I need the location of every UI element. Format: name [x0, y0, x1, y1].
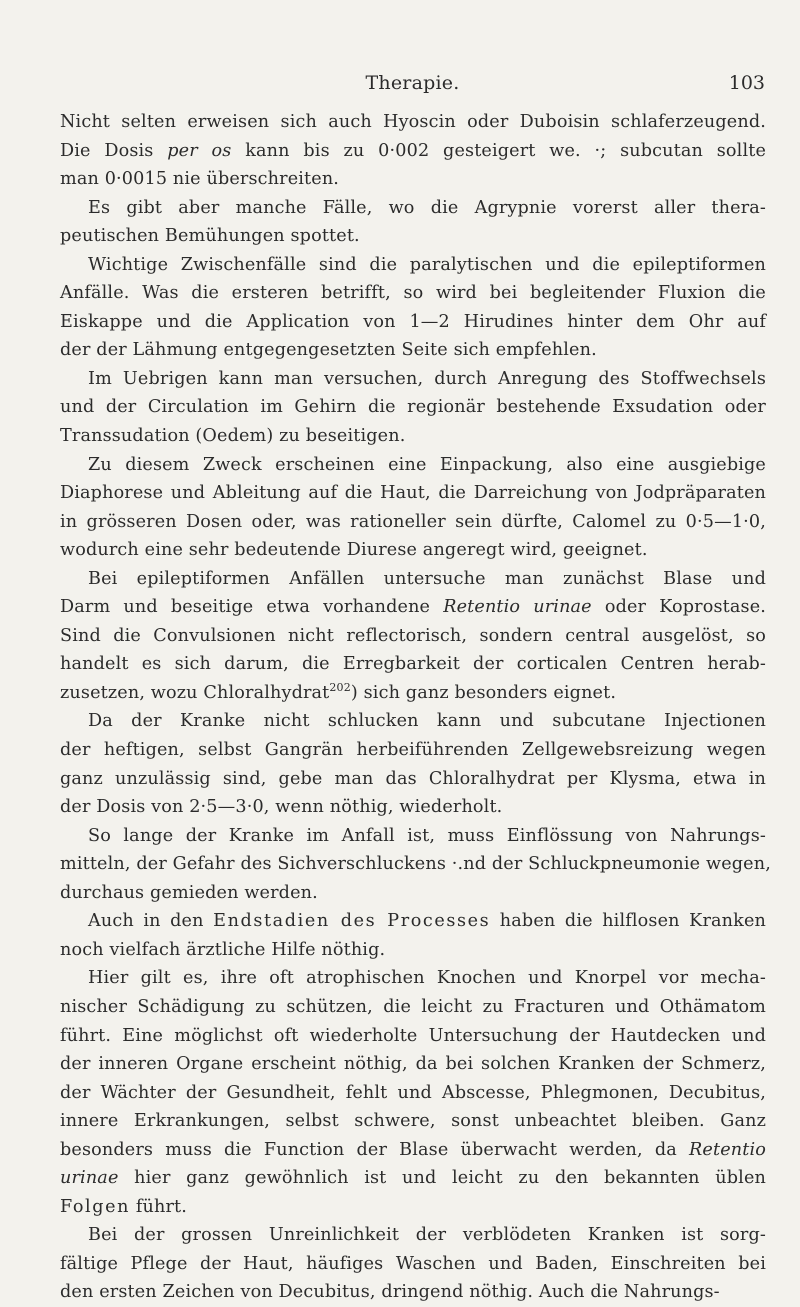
- text-segment: den ersten Zeichen von Decubitus, dringend nöthig. Auch die Nahrungs-: [60, 1282, 720, 1303]
- text-segment: der heftigen, selbst Gangrän herbeiführenden Zellgewebsreizung wegen: [60, 740, 766, 761]
- text-segment: in grösseren Dosen oder, was rationeller sein dürfte, Calomel zu 0·5—1·0,: [60, 511, 766, 532]
- running-title: Therapie.: [365, 72, 460, 94]
- text-segment: innere Erkrankungen, selbst schwere, sonst unbeachtet bleiben. Ganz: [60, 1111, 766, 1132]
- text-segment: Auch in den: [88, 911, 214, 932]
- italic-term: per os: [167, 140, 232, 161]
- text-segment: nischer Schädigung zu schützen, die leicht zu Fracturen und Othämatom: [60, 996, 766, 1017]
- text-segment: hier ganz gewöhnlich ist und leicht zu den bekannten üblen: [118, 1168, 766, 1189]
- text-segment: Anfälle. Was die ersteren betrifft, so wird bei begleitender Fluxion die: [60, 283, 766, 304]
- text-line: [60, 279, 766, 308]
- text-line: [60, 1022, 766, 1051]
- body-text: [60, 108, 771, 1307]
- text-segment: führt.: [130, 1196, 187, 1217]
- text-segment: führt. Eine möglichst oft wiederholte Untersuchung der Hautdecken und: [60, 1025, 766, 1046]
- text-segment: zusetzen, wozu Chloralhydrat: [60, 682, 330, 703]
- text-line: [60, 1136, 766, 1165]
- text-segment: Sind die Convulsionen nicht reflectorisch, sondern central ausgelöst, so: [60, 625, 766, 646]
- text-line: [60, 907, 766, 936]
- text-segment: der inneren Organe erscheint nöthig, da bei solchen Kranken der Schmerz,: [60, 1054, 766, 1075]
- text-segment: Da der Kranke nicht schlucken kann und subcutane Injectionen: [88, 711, 766, 732]
- text-line: [60, 308, 766, 337]
- text-segment: Es gibt aber manche Fälle, wo die Agrypnie vorerst aller thera-: [88, 197, 766, 218]
- text-line: [60, 679, 766, 708]
- italic-term: Retentio urinae: [443, 597, 592, 618]
- text-segment: besonders muss die Function der Blase überwacht werden, da: [60, 1139, 690, 1160]
- text-segment: Wichtige Zwischenfälle sind die paralytischen und die epileptiformen: [88, 254, 766, 275]
- text-line: [60, 1079, 766, 1108]
- text-segment: der Dosis von 2·5—3·0, wenn nöthig, wiederholt.: [60, 797, 503, 818]
- spaced-emphasis: Endstadien des Processes: [213, 911, 491, 932]
- page-number: 103: [728, 72, 765, 94]
- text-line: [60, 1278, 766, 1307]
- text-segment: noch vielfach ärztliche Hilfe nöthig.: [60, 939, 386, 960]
- text-line: [60, 1050, 766, 1079]
- text-segment: Im Uebrigen kann man versuchen, durch Anregung des Stoffwechsels: [88, 368, 766, 389]
- text-segment: fältige Pflege der Haut, häufiges Waschen und Baden, Einschreiten bei: [60, 1253, 766, 1274]
- text-segment: Transsudation (Oedem) zu beseitigen.: [60, 426, 406, 447]
- text-line: [60, 536, 766, 565]
- text-line: [60, 622, 766, 651]
- text-segment: ) sich ganz besonders eignet.: [350, 682, 617, 703]
- text-line: [60, 879, 766, 908]
- text-segment: wodurch eine sehr bedeutende Diurese angeregt wird, geeignet.: [60, 540, 648, 561]
- text-line: [60, 936, 766, 965]
- text-segment: Nicht selten erweisen sich auch Hyoscin oder Duboisin schlaferzeugend.: [60, 112, 766, 132]
- text-segment: man 0·0015 nie überschreiten.: [60, 169, 340, 190]
- text-segment: Eiskappe und die Application von 1—2 Hirudines hinter dem Ohr auf: [60, 311, 766, 332]
- text-line: [60, 137, 766, 166]
- text-line: [60, 165, 766, 194]
- text-segment: Bei der grossen Unreinlichkeit der verblödeten Kranken ist sorg-: [88, 1225, 766, 1246]
- text-line: [60, 1164, 766, 1193]
- spaced-emphasis: Folgen: [60, 1196, 131, 1217]
- text-line: [60, 108, 766, 137]
- text-segment: der der Lähmung entgegengesetzten Seite sich empfehlen.: [60, 340, 597, 361]
- text-segment: Diaphorese und Ableitung auf die Haut, die Darreichung von Jodpräparaten: [60, 483, 766, 504]
- text-line: [60, 1107, 766, 1136]
- text-segment: Darm und beseitige etwa vorhandene: [60, 597, 444, 618]
- text-segment: kann bis zu 0·002 gesteigert we. ·; subcutan sollte: [231, 140, 767, 161]
- text-line: [60, 993, 766, 1022]
- text-segment: peutischen Bemühungen spottet.: [60, 226, 360, 247]
- text-line: [60, 822, 766, 851]
- text-line: [60, 479, 766, 508]
- text-line: [60, 565, 766, 594]
- text-line: [60, 251, 766, 280]
- text-segment: Hier gilt es, ihre oft atrophischen Knochen und Knorpel vor mecha-: [88, 968, 766, 989]
- text-line: [60, 222, 766, 251]
- text-segment: der Wächter der Gesundheit, fehlt und Abscesse, Phlegmonen, Decubitus,: [60, 1082, 766, 1103]
- text-line: [60, 1221, 766, 1250]
- text-line: [60, 365, 766, 394]
- text-segment: Bei epileptiformen Anfällen untersuche man zunächst Blase und: [88, 568, 766, 589]
- text-segment: oder Koprostase.: [591, 597, 766, 618]
- text-line: [60, 850, 771, 879]
- page-header: [60, 68, 765, 98]
- text-line: [60, 194, 766, 223]
- text-segment: Die Dosis: [60, 140, 168, 161]
- text-line: [60, 793, 766, 822]
- text-line: [60, 1250, 766, 1279]
- text-segment: und der Circulation im Gehirn die regionär bestehende Exsudation oder: [60, 397, 766, 418]
- text-line: [60, 736, 766, 765]
- text-line: [60, 593, 766, 622]
- text-segment: handelt es sich darum, die Erregbarkeit der corticalen Centren herab-: [60, 654, 766, 675]
- text-line: [60, 650, 766, 679]
- italic-term: urinae: [60, 1168, 119, 1189]
- text-segment: haben die hilflosen Kranken: [490, 911, 766, 932]
- text-segment: So lange der Kranke im Anfall ist, muss Einflössung von Nahrungs-: [88, 825, 766, 846]
- text-segment: Zu diesem Zweck erscheinen eine Einpackung, also eine ausgiebige: [88, 454, 766, 475]
- text-line: [60, 393, 766, 422]
- text-line: [60, 422, 766, 451]
- text-segment: ganz unzulässig sind, gebe man das Chloralhydrat per Klysma, etwa in: [60, 768, 766, 789]
- footnote-reference: 202: [329, 681, 351, 695]
- text-line: [60, 964, 766, 993]
- text-line: [60, 508, 766, 537]
- text-segment: durchaus gemieden werden.: [60, 882, 318, 903]
- text-line: [60, 336, 766, 365]
- text-line: [60, 765, 766, 794]
- text-segment: mitteln, der Gefahr des Sichverschluckens ·.nd der Schluckpneumonie wegen,: [60, 854, 771, 875]
- text-line: [60, 1193, 766, 1222]
- text-line: [60, 451, 766, 480]
- text-line: [60, 707, 766, 736]
- italic-term: Retentio: [689, 1139, 766, 1160]
